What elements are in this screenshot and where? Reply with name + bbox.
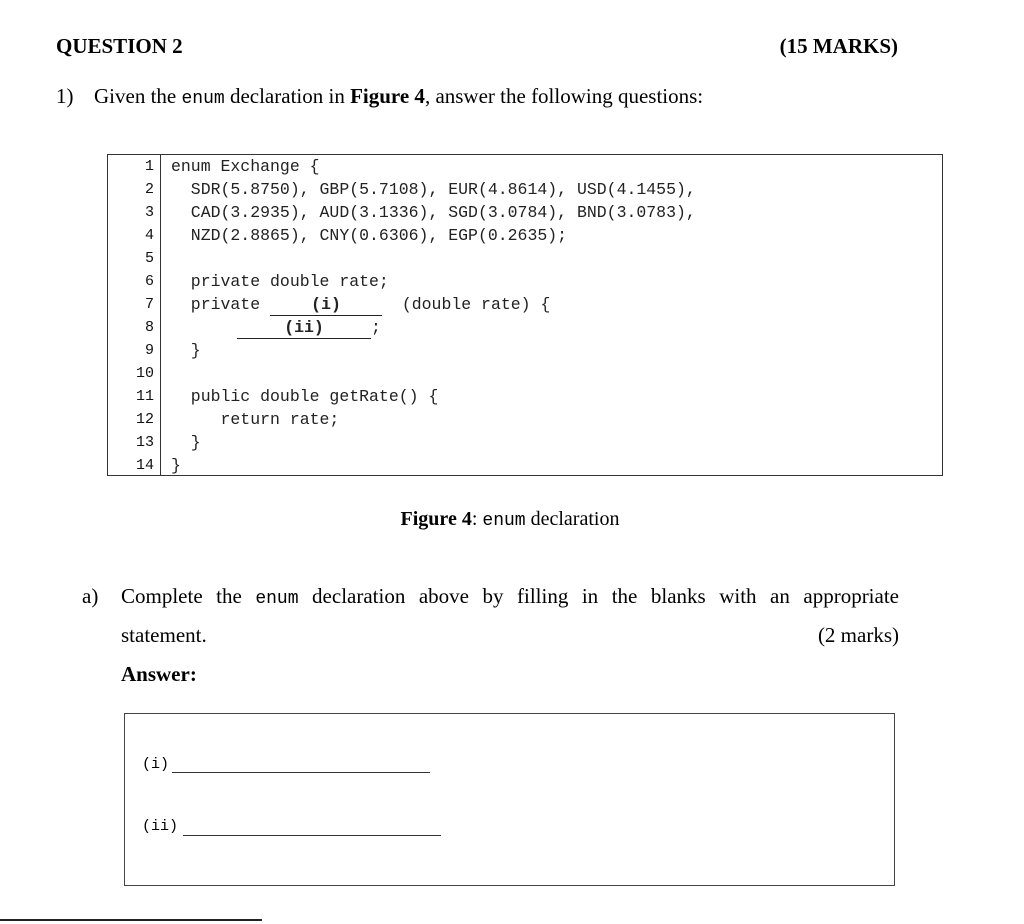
- caption-label: Figure 4: [400, 508, 472, 530]
- caption-code-word: enum: [482, 511, 526, 531]
- answer-label: Answer:: [121, 662, 197, 686]
- code-line: CAD(3.2935), AUD(3.1336), SGD(3.0784), BND(3.0783),: [171, 203, 696, 222]
- code-line: enum Exchange {: [171, 157, 320, 176]
- code-line: public double getRate() {: [171, 387, 439, 406]
- answer-box: [124, 713, 895, 886]
- code-line: private double rate;: [171, 272, 389, 291]
- intro-text-middle: declaration in: [224, 84, 351, 108]
- line-number: 7: [144, 296, 154, 313]
- part-a-text-before: Complete the: [121, 584, 256, 608]
- code-line: }: [171, 456, 181, 475]
- part-a-line2: statement.: [121, 623, 207, 647]
- answer-item-i-label: (i): [142, 756, 170, 773]
- intro-code-word: enum: [181, 89, 225, 109]
- intro-figure-ref: Figure 4: [350, 84, 425, 108]
- blank-ii: (ii): [237, 318, 371, 339]
- line-number: 5: [144, 250, 154, 267]
- answer-line-i[interactable]: [172, 772, 430, 773]
- figure-caption: [0, 508, 1020, 531]
- part-a-text: [121, 584, 899, 609]
- code-line: return rate;: [171, 410, 340, 429]
- code-after-blank-i: (double rate) {: [382, 295, 551, 314]
- question-marks: (15 MARKS): [779, 34, 898, 58]
- line-number: 8: [144, 319, 154, 336]
- part-a-label: a): [82, 584, 99, 608]
- code-line-blank-i: [171, 293, 550, 316]
- intro-text-before: Given the: [94, 84, 182, 108]
- line-number: 4: [144, 227, 154, 244]
- answer-line-ii[interactable]: [183, 835, 441, 836]
- part-a-code-word: enum: [255, 589, 299, 609]
- line-number: 6: [144, 273, 154, 290]
- code-line: private: [171, 295, 271, 314]
- question-intro: [56, 84, 703, 109]
- page-bottom-rule: [0, 919, 262, 921]
- line-number: 12: [135, 411, 154, 428]
- caption-text: declaration: [525, 508, 620, 530]
- line-number: 2: [144, 181, 154, 198]
- code-line: }: [171, 433, 201, 452]
- code-line: }: [171, 341, 201, 360]
- line-number: 10: [135, 365, 154, 382]
- question-number: 1): [56, 84, 74, 108]
- part-a-text-after: declaration above by filling in the blanks with an appropriate: [298, 584, 899, 608]
- line-number: 3: [144, 204, 154, 221]
- line-number: 14: [135, 457, 154, 474]
- line-number-gutter: [108, 155, 161, 475]
- question-title: QUESTION 2: [56, 34, 183, 58]
- intro-text-after: , answer the following questions:: [424, 84, 704, 108]
- line-number: 1: [144, 158, 154, 175]
- part-a-marks: (2 marks): [817, 623, 899, 647]
- line-number: 9: [144, 342, 154, 359]
- code-after-blank-ii: ;: [371, 318, 381, 337]
- code-listing: [107, 154, 943, 476]
- blank-i: (i): [270, 295, 382, 316]
- caption-separator: :: [471, 508, 483, 530]
- answer-item-ii-label: (ii): [142, 818, 179, 835]
- line-number: 13: [135, 434, 154, 451]
- line-number: 11: [135, 388, 154, 405]
- code-line: NZD(2.8865), CNY(0.6306), EGP(0.2635);: [171, 226, 568, 245]
- code-line: SDR(5.8750), GBP(5.7108), EUR(4.8614), USD(4.1455),: [171, 180, 696, 199]
- code-line-blank-ii: [237, 316, 381, 339]
